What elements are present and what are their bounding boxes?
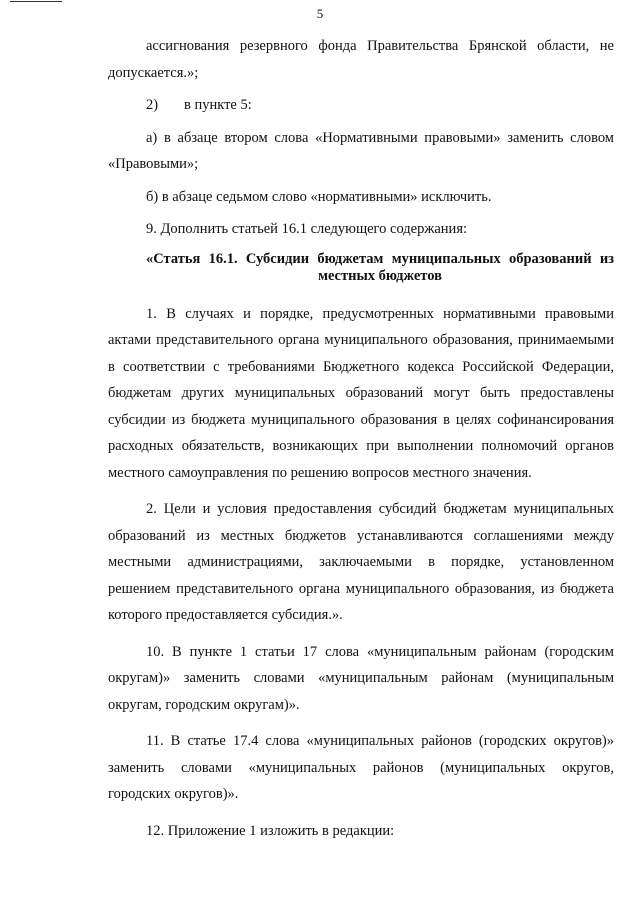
item-text: в пункте 5: <box>184 97 252 113</box>
article-heading <box>108 251 614 285</box>
article-heading-line-2: местных бюджетов <box>318 267 442 284</box>
top-rule <box>10 1 62 2</box>
paragraph-subitem-b: б) в абзаце седьмом слово «нормативными» исключить. <box>146 188 492 205</box>
paragraph-item-10: 10. В пункте 1 статьи 17 слова «муниципальным районам (городским округам)» заменить словами «муниципальным районам (муниципальным округам, городским округам)». <box>108 643 614 713</box>
article-clause-1: 1. В случаях и порядке, предусмотренных нормативными правовыми актами представительного органа муниципального образования, принимаемыми в соответствии с требованиями Бюджетного кодекса Российской Федерации, бюджетам других муниципальных образований могут быть предоставлены субсидии из бюджета муниципального образования в целях софинансирования расходных обязательств, возникающих при выполнении полномочий органов местного самоуправления по решению вопросов местного значения. <box>108 305 614 481</box>
paragraph-reserve-fund: ассигнования резервного фонда Правительства Брянской области, не допускается.»; <box>108 38 614 81</box>
item-number: 2) <box>146 97 159 113</box>
paragraph-item-9: 9. Дополнить статьей 16.1 следующего содержания: <box>146 221 468 237</box>
paragraph-item-2 <box>108 92 614 119</box>
document-body <box>108 33 614 850</box>
article-heading-line-1: «Статья 16.1. Субсидии бюджетам муниципальных образований из <box>146 250 614 267</box>
article-clause-2: 2. Цели и условия предоставления субсидий бюджетам муниципальных образований из местных бюджетов устанавливаются соглашениями между местными администрациями, заключаемыми в порядке, установленном решением представительного органа муниципального образования, из бюджета которого предоставляется субсидия.». <box>108 501 614 623</box>
paragraph-subitem-a: а) в абзаце втором слова «Нормативными правовыми» заменить словом «Правовыми»; <box>108 129 614 172</box>
paragraph-item-12: 12. Приложение 1 изложить в редакции: <box>146 822 395 839</box>
paragraph-item-11: 11. В статье 17.4 слова «муниципальных районов (городских округов)» заменить словами «муниципальных районов (муниципальных округов, городских округов)». <box>108 733 614 802</box>
page-number: 5 <box>316 6 324 21</box>
